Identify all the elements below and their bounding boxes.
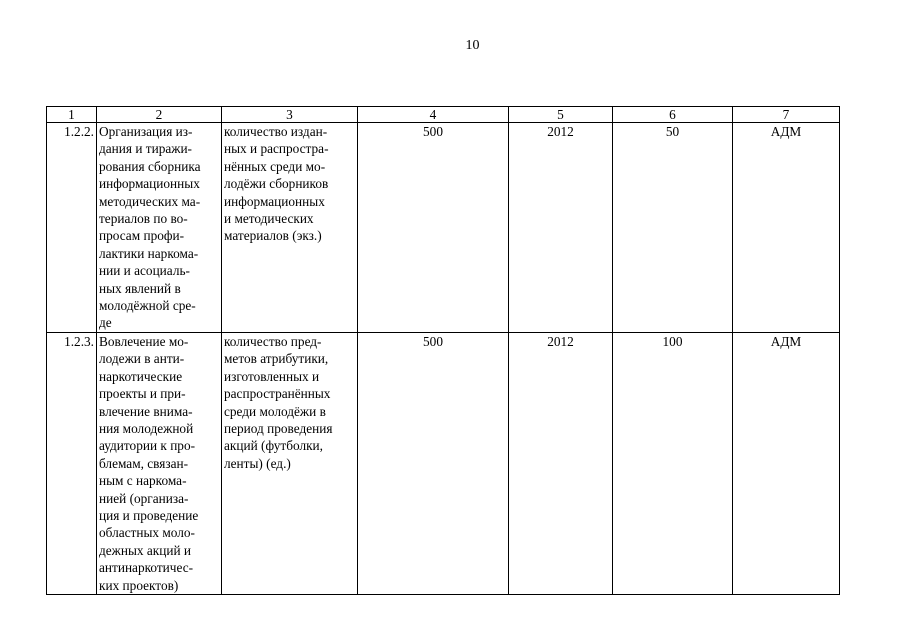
text-line: и методических [224,211,314,227]
text-line: распространённых [224,386,331,402]
indicator-value: 500 [358,123,509,333]
column-header: 4 [358,107,509,123]
text-line: ция и проведение [99,507,199,523]
column-header: 6 [613,107,733,123]
text-line: метов атрибутики, [224,351,329,367]
amount-value: 50 [613,123,733,333]
text-line: изготовленных и [224,368,320,384]
text-line: Организация из- [99,124,193,139]
text-line: дания и тиражи- [99,141,192,157]
text-line: нии и асоциаль- [99,263,190,279]
table-row [47,123,840,333]
text-line: антинаркотичес- [99,560,194,576]
text-line: Вовлечение мо- [99,333,189,349]
measure-name [97,332,222,594]
text-line: дежных акций и [99,542,192,558]
indicator-value: 500 [358,332,509,594]
text-line: лодежи в анти- [99,351,185,367]
text-line: среди молодёжи в [224,403,326,419]
text-line: териалов по во- [99,211,188,227]
text-line: областных моло- [99,525,195,541]
column-header: 5 [509,107,613,123]
indicator-name [222,123,358,333]
text-line: ных явлений в [99,280,181,296]
text-line: лактики наркома- [99,245,199,261]
text-line: нённых среди мо- [224,158,326,174]
text-line: проекты и при- [99,386,186,402]
executor-value: АДМ [733,123,840,333]
text-line: ленты) (ед.) [224,455,291,471]
row-number: 1.2.2. [47,123,97,333]
executor-value: АДМ [733,332,840,594]
measure-name [97,123,222,333]
page-number: 10 [465,38,480,53]
text-line: рования сборника [99,158,201,174]
text-line: ным с наркома- [99,473,187,489]
text-line: информационных [99,176,200,192]
text-line: лодёжи сборников [224,176,329,192]
text-line: нией (организа- [99,490,189,506]
text-line: аудитории к про- [99,438,196,454]
year-value: 2012 [509,123,613,333]
text-line: де [99,315,112,331]
program-table [46,106,840,595]
text-line: молодёжной сре- [99,298,196,314]
text-line: информационных [224,193,325,209]
text-line: методических ма- [99,193,201,209]
text-line: количество пред- [224,333,322,349]
year-value: 2012 [509,332,613,594]
indicator-name [222,332,358,594]
text-line: просам профи- [99,228,185,244]
text-line: ких проектов) [99,577,179,593]
text-line: наркотические [99,368,183,384]
text-line: период проведения [224,420,333,436]
column-header: 1 [47,107,97,123]
table-header-row [47,107,840,123]
column-header: 2 [97,107,222,123]
text-line: акций (футболки, [224,438,323,454]
text-line: ния молодежной [99,420,194,436]
column-header: 7 [733,107,840,123]
row-number: 1.2.3. [47,332,97,594]
amount-value: 100 [613,332,733,594]
text-line: материалов (экз.) [224,228,322,244]
text-line: блемам, связан- [99,455,189,471]
text-line: влечение внима- [99,403,193,419]
text-line: ных и распростра- [224,141,329,157]
text-line: количество издан- [224,124,328,139]
table-row [47,332,840,594]
column-header: 3 [222,107,358,123]
